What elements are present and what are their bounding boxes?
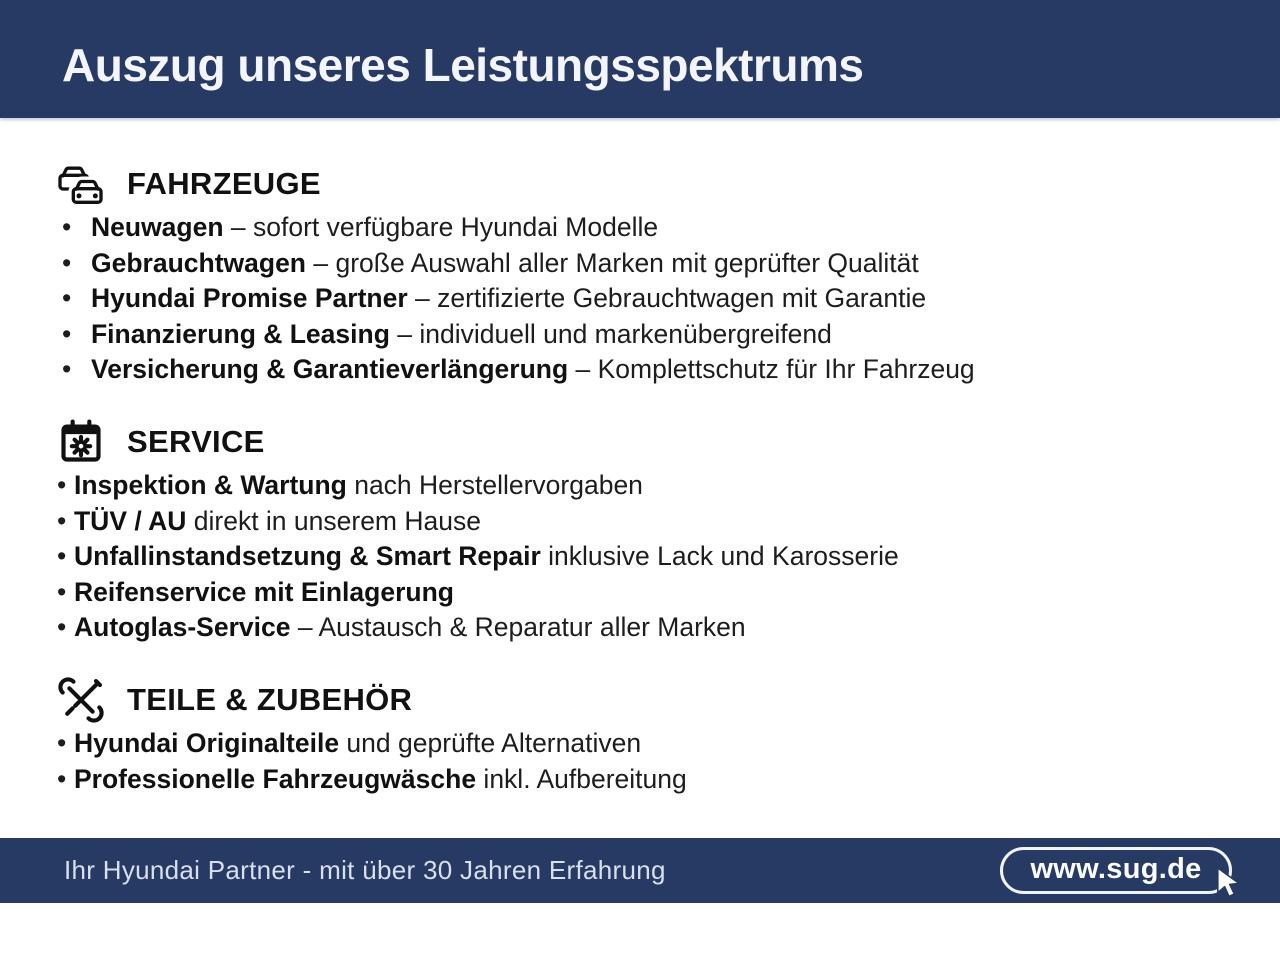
list-item: • Reifenservice mit Einlagerung: [55, 575, 1250, 611]
cursor-icon: [1213, 866, 1245, 902]
list-item: • Professionelle Fahrzeugwäsche inkl. Aufbereitung: [55, 762, 1250, 798]
section-teile-zubehoer: [55, 674, 1250, 797]
page-title: Auszug unseres Leistungsspektrums: [62, 39, 864, 91]
list-item: • Versicherung & Garantieverlängerung – Komplettschutz für Ihr Fahrzeug: [55, 352, 1250, 388]
footer-bar: [0, 838, 1280, 903]
service-list: [55, 468, 1250, 646]
list-item: • Neuwagen – sofort verfügbare Hyundai Modelle: [55, 210, 1250, 246]
teile-list: [55, 726, 1250, 797]
footer-tagline: Ihr Hyundai Partner - mit über 30 Jahren Erfahrung: [64, 855, 666, 885]
tools-icon: [55, 674, 107, 726]
section-service: [55, 416, 1250, 646]
header-bar: [0, 0, 1280, 118]
section-title: SERVICE: [127, 424, 265, 459]
list-item: • Gebrauchtwagen – große Auswahl aller Marken mit geprüfter Qualität: [55, 246, 1250, 282]
section-header-service: [55, 416, 1250, 468]
calendar-gear-icon: [55, 416, 107, 468]
section-title: TEILE & ZUBEHÖR: [127, 682, 413, 717]
section-header-teile: [55, 674, 1250, 726]
section-fahrzeuge: [55, 158, 1250, 388]
website-pill[interactable]: [1000, 847, 1232, 894]
section-header-fahrzeuge: [55, 158, 1250, 210]
website-url: www.sug.de: [1030, 853, 1202, 885]
list-item: • TÜV / AU direkt in unserem Hause: [55, 504, 1250, 540]
list-item: • Hyundai Promise Partner – zertifizierte Gebrauchtwagen mit Garantie: [55, 281, 1250, 317]
list-item: • Autoglas-Service – Austausch & Reparatur aller Marken: [55, 610, 1250, 646]
list-item: • Hyundai Originalteile und geprüfte Alternativen: [55, 726, 1250, 762]
cars-icon: [55, 158, 107, 210]
section-title: FAHRZEUGE: [127, 166, 321, 201]
fahrzeuge-list: [55, 210, 1250, 388]
list-item: • Finanzierung & Leasing – individuell und markenübergreifend: [55, 317, 1250, 353]
list-item: • Unfallinstandsetzung & Smart Repair inklusive Lack und Karosserie: [55, 539, 1250, 575]
list-item: • Inspektion & Wartung nach Herstellervorgaben: [55, 468, 1250, 504]
